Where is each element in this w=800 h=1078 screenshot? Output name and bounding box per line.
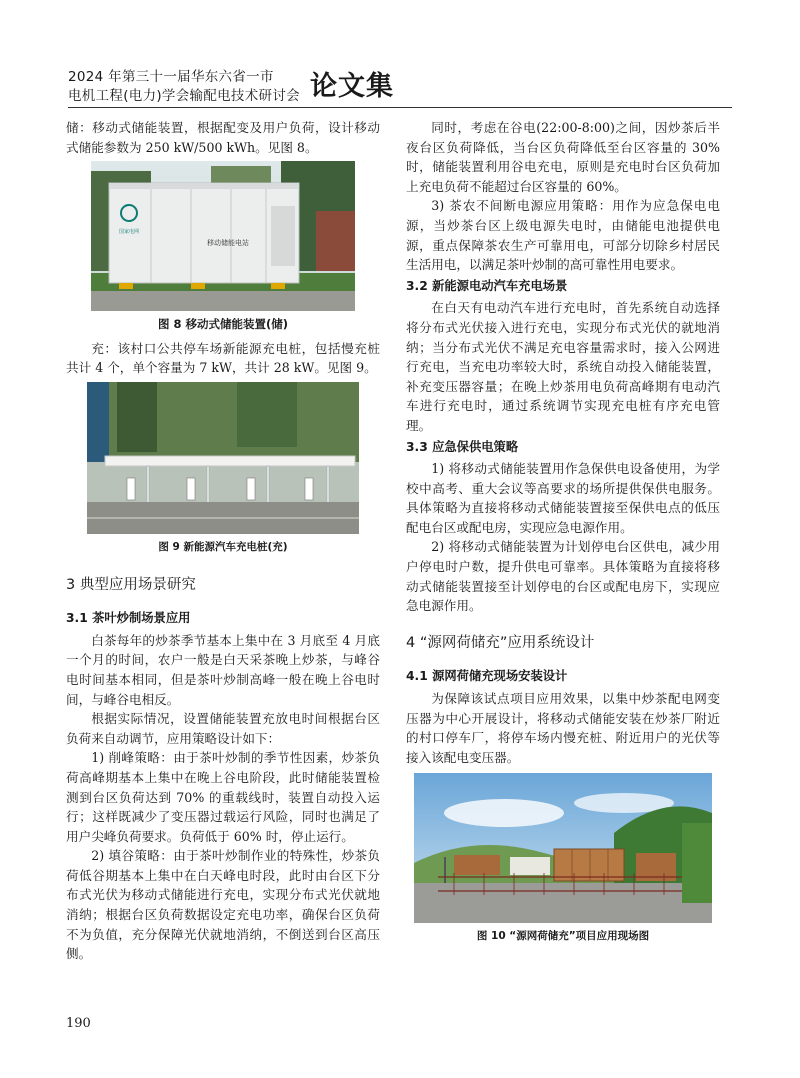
project-site-image [414, 773, 712, 923]
page-number: 190 [66, 1016, 91, 1031]
header-conference-line2: 电机工程(电力)学会输配电技术研讨会 [68, 88, 300, 104]
right-column [406, 118, 720, 951]
section-3-3-heading: 3.3 应急保供电策略 [406, 439, 519, 454]
paragraph-storage: 储：移动式储能装置，根据配变及用户负荷，设计移动式储能参数为 250 kW/500 kWh。见图 8。 [66, 120, 380, 155]
paragraph-strategy-intro: 根据实际情况，设置储能装置充放电时间根据台区负荷来自动调节，应用策略设计如下： [66, 711, 380, 746]
paragraph-peak-shaving: 1) 削峰策略：由于茶叶炒制的季节性因素，炒茶负荷高峰期基本上集中在晚上谷电阶段，此时储能装置检测到台区负荷达到 70% 的重载线时，装置自动投入运行；这样既减少了变压器过载运行风险，同时也满足了用户尖峰负荷要求。负荷低于 60% 时，停止运行。 [66, 750, 380, 844]
paragraph-valley-charging: 同时，考虑在谷电(22:00-8:00)之间，因炒茶后半夜台区负荷降低，当台区负荷降低至台区容量的 30% 时，储能装置利用谷电充电，原则是充电时台区负荷加上充电负荷不能超过台区容量的 60%。 [406, 120, 720, 194]
paragraph-emergency-1: 1) 将移动式储能装置用作急保供电设备使用，为学校中高考、重大会议等高要求的场所提供保供电服务。具体策略为直接将移动式储能装置接至保供电点的低压配电台区或配电房，实现应急电源作用。 [406, 461, 720, 535]
figure-8-mobile-storage-photo [91, 161, 355, 311]
paragraph-ups-strategy: 3) 茶农不间断电源应用策略：用作为应急保电电源，当炒茶台区上级电源失电时，由储能电池提供电源，重点保障茶农生产可靠用电，可部分切除乡村居民生活用电，以满足茶叶炒制的高可靠性用电要求。 [406, 198, 720, 273]
left-column [66, 118, 380, 964]
paragraph-ev-charging: 在白天有电动汽车进行充电时，首先系统自动选择将分布式光伏接入进行充电，实现分布式光伏的就地消纳；当分布式光伏不满足充电容量需求时，接入公网进行充电，当充电功率较大时，系统自动投入储能装置，补充变压器容量；在晚上炒茶用电负荷高峰期有电动汽车进行充电时，通过系统调节实现充电桩有序充电管理。 [406, 300, 720, 433]
section-3-heading: 3 典型应用场景研究 [66, 576, 196, 593]
section-4-1-heading: 4.1 源网荷储充现场安装设计 [406, 669, 568, 684]
paragraph-valley-filling: 2) 填谷策略：由于茶叶炒制作业的特殊性，炒茶负荷低谷期基本上集中在白天峰电时段，此时由台区下分布式光伏为移动式储能进行充电，实现分布式光伏就地消纳；根据台区负荷数据设定充电功率，确保台区负荷不为负值，充分保障光伏就地消纳，不倒送到台区高压侧。 [66, 848, 380, 962]
storage-container-image [91, 161, 355, 311]
running-header [68, 62, 732, 108]
charging-station-image [87, 382, 359, 534]
header-conference-line1: 2024 年第三十一届华东六省一市 [68, 69, 274, 85]
figure-10-site-photo [414, 773, 712, 923]
paragraph-charging: 充：该村口公共停车场新能源充电桩，包括慢充桩共计 4 个，单个容量为 7 kW，共计 28 kW。见图 9。 [66, 340, 380, 376]
section-3-2-heading: 3.2 新能源电动汽车充电场景 [406, 278, 568, 293]
paragraph-site-design: 为保障该试点项目应用效果，以集中炒茶配电网变压器为中心开展设计，将移动式储能安装在炒茶厂附近的村口停车厂，将停车场内慢充桩、附近用户的光伏等接入该配电变压器。 [406, 691, 720, 765]
paragraph-tea-season: 白茶每年的炒茶季节基本上集中在 3 月底至 4 月底一个月的时间，农户一般是白天采茶晚上炒茶，与峰谷电时间基本相同，但是茶叶炒制高峰一般在晚上谷电时间，与峰谷电相反。 [66, 632, 380, 707]
figure-8-caption: 图 8 移动式储能装置(储) [157, 317, 289, 332]
header-proceedings-title: 论文集 [310, 71, 394, 102]
section-4-heading: 4 “源网荷储充”应用系统设计 [406, 634, 595, 651]
container-logo-text: 国家电网 [118, 229, 140, 236]
container-label-text: 移动储能电站 [207, 239, 249, 248]
figure-9-charging-pile-photo [87, 382, 359, 534]
figure-9-caption: 图 9 新能源汽车充电桩(充) [158, 540, 288, 553]
paragraph-emergency-2: 2) 将移动式储能装置为计划停电台区供电，减少用户停电时户数，提升供电可靠率。具体策略为直接将移动式储能装置接至计划停电的台区或配电房下，实现应急电源作用。 [406, 539, 720, 614]
figure-10-caption: 图 10 “源网荷储充”项目应用现场图 [476, 930, 650, 943]
section-3-1-heading: 3.1 茶叶炒制场景应用 [66, 611, 191, 626]
